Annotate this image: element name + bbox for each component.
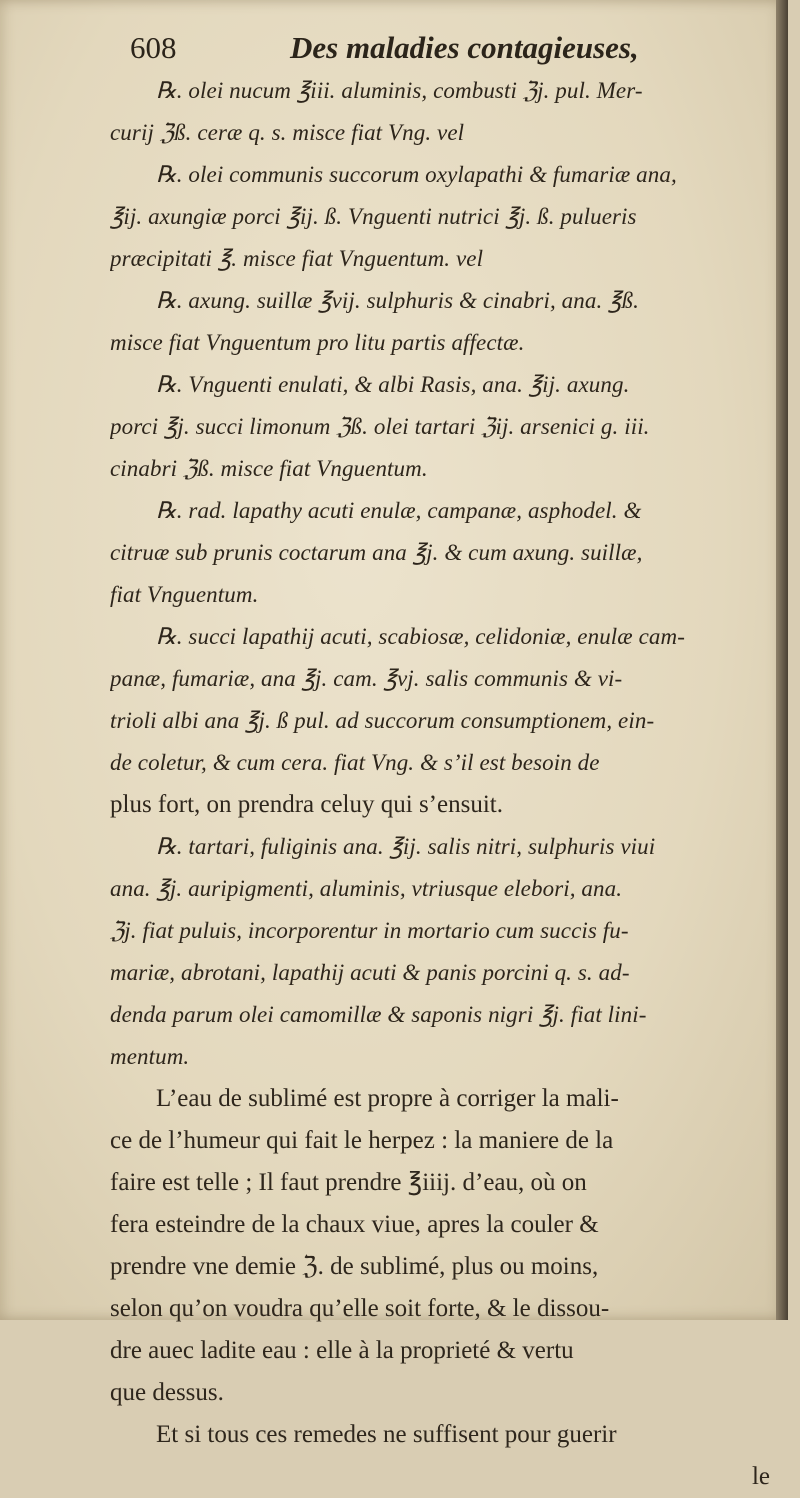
page-number: 608: [130, 30, 177, 65]
text-line: fera esteindre de la chaux viue, apres la couler &: [110, 1211, 599, 1238]
page-edge-shadow: [776, 0, 788, 1320]
text-line: faire est telle ; Il faut prendre ℥iiij. d’eau, où on: [110, 1169, 587, 1196]
text-line: porci ℥j. succi limonum ℨß. olei tartari ℨij. arsenici g. iii.: [110, 414, 650, 439]
text-line: L’eau de sublimé est propre à corriger la mali-: [156, 1085, 619, 1112]
catchword: le: [751, 1463, 770, 1490]
text-line: de coletur, & cum cera. fiat Vng. & s’il est besoin de: [110, 750, 600, 775]
text-line: Et si tous ces remedes ne suffisent pour guerir: [156, 1421, 617, 1448]
text-line: selon qu’on voudra qu’elle soit forte, & le dissou-: [110, 1295, 610, 1322]
text-line: mentum.: [110, 1044, 190, 1069]
text-line: plus fort, on prendra celuy qui s’ensuit.: [110, 791, 503, 818]
text-line: præcipitati ℥. misce fiat Vnguentum. vel: [110, 246, 484, 271]
text-line: trioli albi ana ℥j. ß pul. ad succorum consumptionem, ein-: [110, 708, 655, 733]
text-line: curij ℨß. ceræ q. s. misce fiat Vng. vel: [110, 120, 465, 145]
text-line: ce de l’humeur qui fait le herpez : la maniere de la: [110, 1127, 614, 1154]
text-line: ℞. axung. suillæ ℥vij. sulphuris & cinabri, ana. ℥ß.: [156, 288, 640, 313]
running-title: Des maladies contagieuses,: [290, 30, 639, 65]
page-header: [130, 30, 690, 70]
text-line: ℞. tartari, fuliginis ana. ℥ij. salis nitri, sulphuris viui: [156, 834, 656, 859]
text-line: ℞. olei communis succorum oxylapathi & fumariæ ana,: [156, 162, 677, 187]
text-line: ℞. olei nucum ℥iii. aluminis, combusti ℨj. pul. Mer-: [156, 78, 643, 103]
text-line: ℞. succi lapathij acuti, scabiosæ, celidoniæ, enulæ cam-: [156, 624, 685, 649]
text-line: ℞. Vnguenti enulati, & albi Rasis, ana. ℥ij. axung.: [156, 372, 630, 397]
text-line: citruæ sub prunis coctarum ana ℥j. & cum axung. suillæ,: [110, 540, 643, 565]
text-line: ℞. rad. lapathy acuti enulæ, campanæ, asphodel. &: [156, 498, 642, 523]
text-line: ℥ij. axungiæ porci ℥ij. ß. Vnguenti nutrici ℥j. ß. pulueris: [110, 204, 637, 229]
text-line: panæ, fumariæ, ana ℥j. cam. ℥vj. salis communis & vi-: [110, 666, 623, 691]
text-line: dre auec ladite eau : elle à la proprieté & vertu: [110, 1337, 574, 1364]
text-line: prendre vne demie ℨ. de sublimé, plus ou moins,: [110, 1253, 599, 1280]
text-line: misce fiat Vnguentum pro litu partis affectæ.: [110, 330, 525, 355]
text-line: fiat Vnguentum.: [110, 582, 259, 607]
text-line: denda parum olei camomillæ & saponis nigri ℥j. fiat lini-: [110, 1002, 647, 1027]
text-line: ana. ℥j. auripigmenti, aluminis, vtriusque elebori, ana.: [110, 876, 623, 901]
text-line: cinabri ℨß. misce fiat Vnguentum.: [110, 456, 428, 481]
text-line: ℨj. fiat puluis, incorporentur in mortario cum succis fu-: [110, 918, 629, 943]
body-text: [110, 70, 782, 1498]
text-line: mariæ, abrotani, lapathij acuti & panis porcini q. s. ad-: [110, 960, 630, 985]
text-line: que dessus.: [110, 1379, 224, 1406]
